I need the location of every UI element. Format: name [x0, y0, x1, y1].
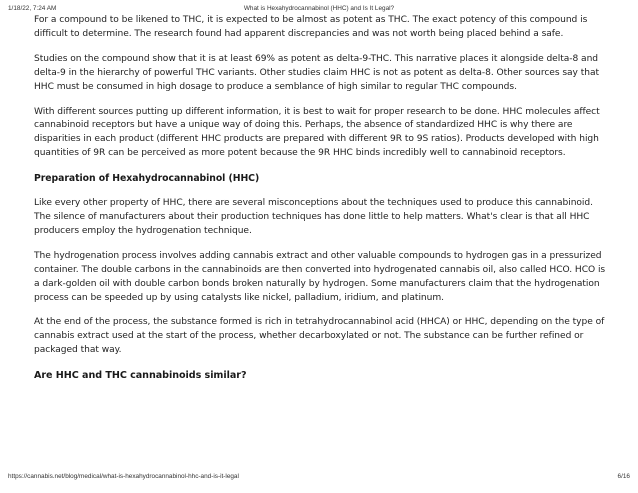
paragraph-end-of-process: At the end of the process, the substance formed is rich in tetrahydrocannabinol acid (HHCA) or HHC, depending on the type of cannabis extract used at the start of the process, whether decarboxylated or not. The substance can be further refined or packaged that way. [34, 317, 605, 356]
paragraph-misconceptions: Like every other property of HHC, there are several misconceptions about the techniques used to produce this cannabinoid. The silence of manufacturers about their production techniques has done little to help matters. What's clear is that all HHC producers employ the hydrogenation technique. [34, 198, 593, 236]
paragraph-receptors: With different sources putting up different information, it is best to wait for proper research to be done. HHC molecules affect cannabinoid receptors but have a unique way of doing this. Perhaps, the absence of standardized HHC is why there are disparities in each product (different HHC products are prepared with different 9R to 9S ratios). Products developed with high quantities of 9R can be perceived as more potent because the 9R HHC binds incredibly well to cannabinoid receptors. [34, 106, 600, 159]
section-heading-similarity: Are HHC and THC cannabinoids similar? [34, 370, 247, 382]
article-body [34, 14, 608, 394]
paragraph-potency-studies: Studies on the compound show that it is at least 69% as potent as delta-9-THC. This narrative places it alongside delta-8 and delta-9 in the hierarchy of powerful THC variants. Other studies claim HHC is not as potent as delta-8. Other sources say that HHC must be consumed in high dosage to produce a semblance of high similar to regular THC compounds. [34, 53, 599, 92]
paragraph-potency-intro: For a compound to be likened to THC, it is expected to be almost as potent as THC. The exact potency of this compound is difficult to determine. The research found had apparent discrepancies and was not worth being placed behind a safe. [34, 15, 588, 39]
print-header [8, 5, 630, 14]
print-footer [8, 473, 630, 482]
print-page-title: What is Hexahydrocannabinol (HHC) and Is It Legal? [243, 5, 395, 12]
source-url[interactable]: https://cannabis.net/blog/medical/what-is-hexahydrocannabinol-hhc-and-is-it-legal [8, 473, 239, 480]
print-datetime: 1/18/22, 7:24 AM [8, 5, 57, 12]
section-heading-preparation: Preparation of Hexahydrocannabinol (HHC) [34, 173, 260, 185]
page-number: 6/16 [617, 473, 630, 480]
paragraph-hydrogenation: The hydrogenation process involves adding cannabis extract and other valuable compounds to hydrogen gas in a pressurized container. The double carbons in the cannabinoids are then converted into hydrogenated cannabis oil, also called HCO. HCO is a dark-golden oil with double carbon bonds broken naturally by hydrogen. Some manufacturers claim that the hydrogenation process can be speeded up by using catalysts like nickel, palladium, iridium, and platinum. [34, 250, 606, 303]
